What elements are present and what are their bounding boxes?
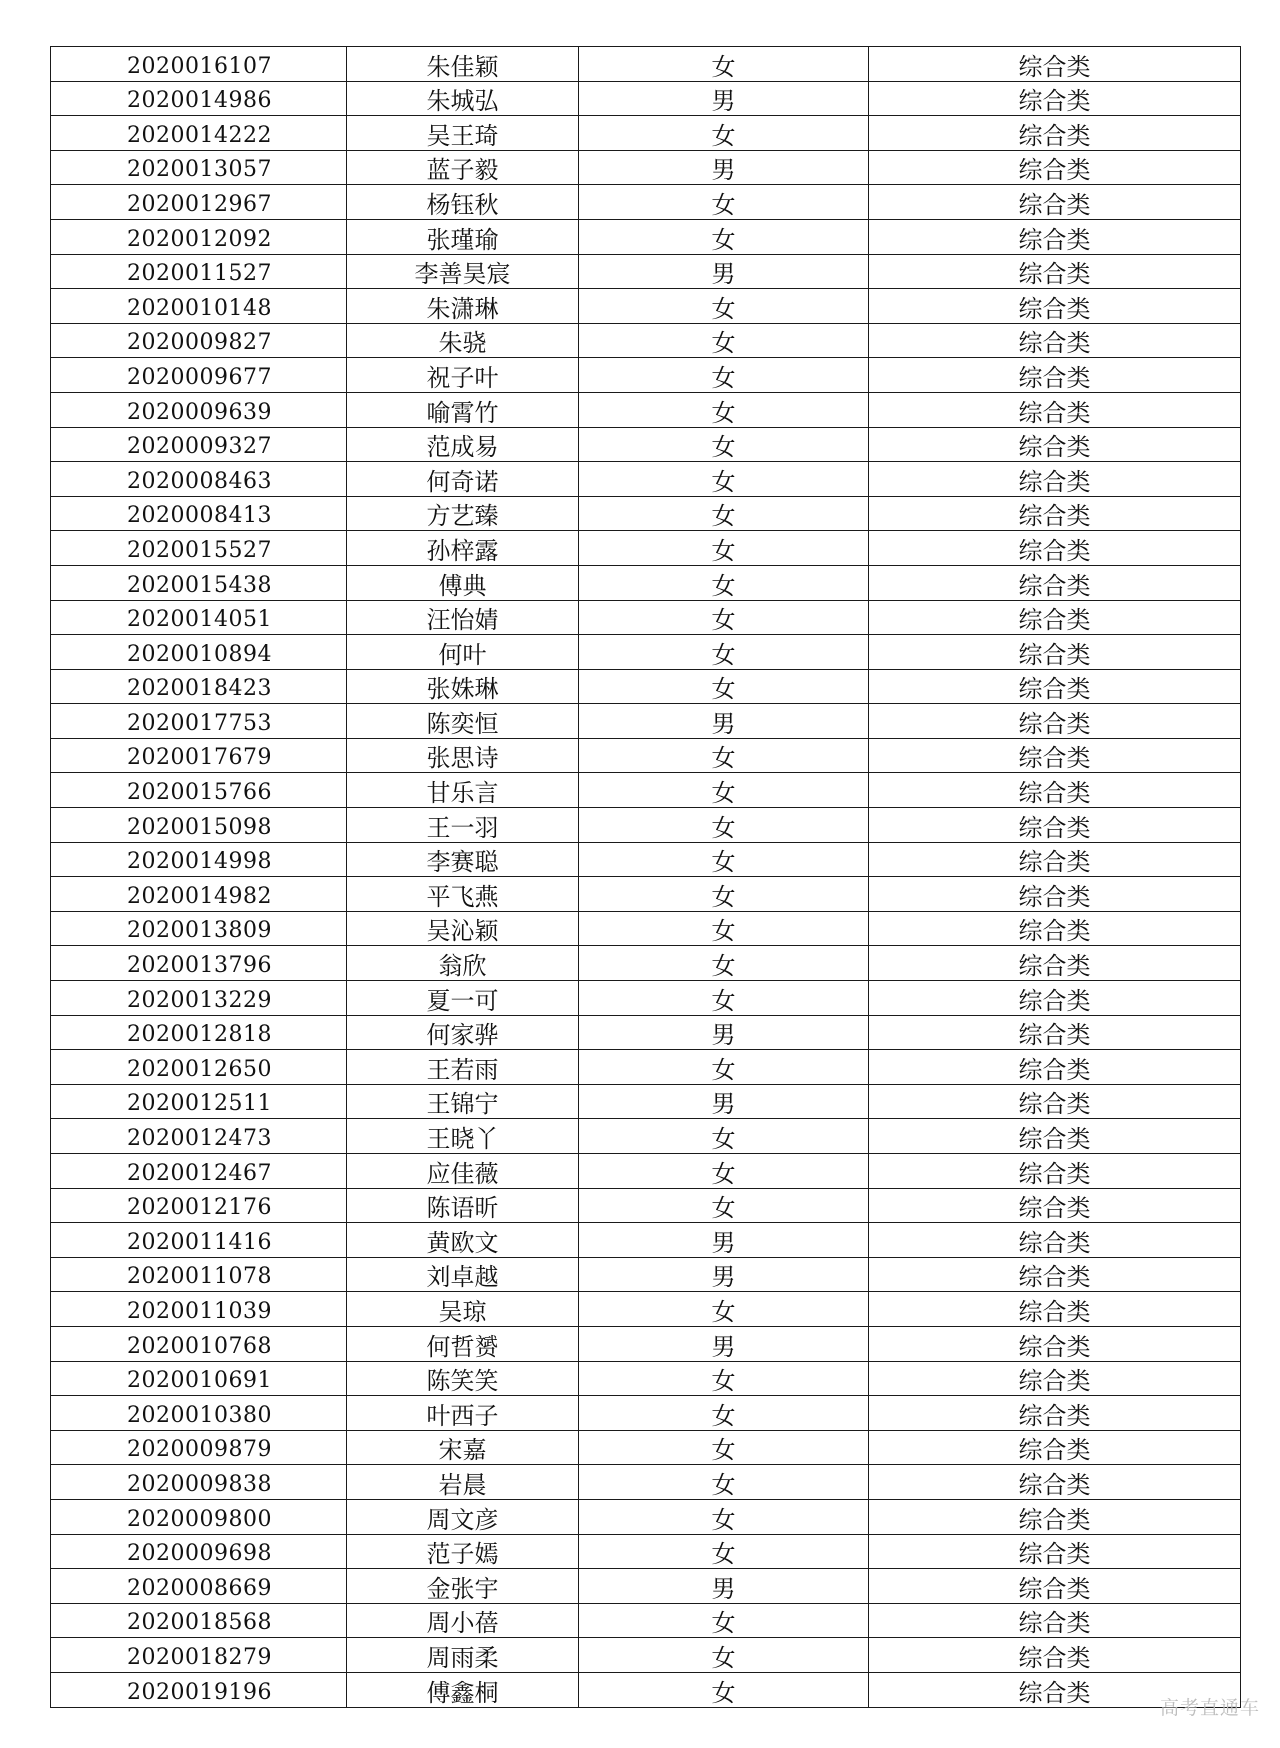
student-id-cell: 2020015438 [51,565,347,600]
table-row [51,531,1241,566]
gender-cell: 女 [579,47,869,82]
student-list-body [51,47,1241,1708]
table-row [51,1119,1241,1154]
student-id-cell: 2020013229 [51,981,347,1016]
table-row [51,1430,1241,1465]
student-id-cell: 2020010380 [51,1396,347,1431]
table-row [51,1050,1241,1085]
gender-cell: 女 [579,946,869,981]
gender-cell: 女 [579,669,869,704]
student-name-cell: 吴琼 [347,1292,579,1327]
student-id-cell: 2020015098 [51,808,347,843]
student-name-cell: 杨钰秋 [347,185,579,220]
student-id-cell: 2020014051 [51,600,347,635]
table-row [51,1292,1241,1327]
category-cell: 综合类 [869,1430,1241,1465]
table-row [51,773,1241,808]
gender-cell: 女 [579,842,869,877]
student-id-cell: 2020014982 [51,877,347,912]
category-cell: 综合类 [869,1672,1241,1707]
student-name-cell: 陈笑笑 [347,1361,579,1396]
table-row [51,427,1241,462]
category-cell: 综合类 [869,1603,1241,1638]
student-id-cell: 2020012650 [51,1050,347,1085]
category-cell: 综合类 [869,496,1241,531]
student-name-cell: 王若雨 [347,1050,579,1085]
table-row [51,1465,1241,1500]
category-cell: 综合类 [869,1154,1241,1189]
category-cell: 综合类 [869,1499,1241,1534]
student-name-cell: 吴沁颖 [347,911,579,946]
student-name-cell: 方艺臻 [347,496,579,531]
student-id-cell: 2020019196 [51,1672,347,1707]
category-cell: 综合类 [869,219,1241,254]
student-id-cell: 2020013809 [51,911,347,946]
student-name-cell: 叶西子 [347,1396,579,1431]
gender-cell: 女 [579,462,869,497]
gender-cell: 女 [579,600,869,635]
student-id-cell: 2020013796 [51,946,347,981]
gender-cell: 女 [579,1638,869,1673]
student-name-cell: 吴王琦 [347,116,579,151]
table-row [51,911,1241,946]
gender-cell: 女 [579,773,869,808]
student-name-cell: 朱潇琳 [347,289,579,324]
category-cell: 综合类 [869,704,1241,739]
category-cell: 综合类 [869,842,1241,877]
table-row [51,1015,1241,1050]
student-name-cell: 金张宇 [347,1569,579,1604]
student-name-cell: 甘乐言 [347,773,579,808]
student-name-cell: 何家骅 [347,1015,579,1050]
table-row [51,392,1241,427]
category-cell: 综合类 [869,1396,1241,1431]
gender-cell: 女 [579,1188,869,1223]
gender-cell: 女 [579,531,869,566]
gender-cell: 女 [579,738,869,773]
gender-cell: 女 [579,565,869,600]
student-id-cell: 2020010894 [51,635,347,670]
table-row [51,808,1241,843]
gender-cell: 女 [579,635,869,670]
gender-cell: 女 [579,1119,869,1154]
student-id-cell: 2020009879 [51,1430,347,1465]
table-row [51,669,1241,704]
table-row [51,981,1241,1016]
student-name-cell: 刘卓越 [347,1257,579,1292]
student-name-cell: 应佳薇 [347,1154,579,1189]
student-name-cell: 朱城弘 [347,81,579,116]
table-row [51,462,1241,497]
table-row [51,289,1241,324]
gender-cell: 男 [579,254,869,289]
student-id-cell: 2020012967 [51,185,347,220]
category-cell: 综合类 [869,1084,1241,1119]
category-cell: 综合类 [869,254,1241,289]
category-cell: 综合类 [869,877,1241,912]
student-name-cell: 范成易 [347,427,579,462]
student-id-cell: 2020013057 [51,150,347,185]
student-name-cell: 李赛聪 [347,842,579,877]
gender-cell: 女 [579,392,869,427]
student-id-cell: 2020009800 [51,1499,347,1534]
student-id-cell: 2020009838 [51,1465,347,1500]
table-row [51,47,1241,82]
category-cell: 综合类 [869,81,1241,116]
student-id-cell: 2020012176 [51,1188,347,1223]
gender-cell: 女 [579,1361,869,1396]
gender-cell: 女 [579,289,869,324]
category-cell: 综合类 [869,323,1241,358]
student-name-cell: 宋嘉 [347,1430,579,1465]
category-cell: 综合类 [869,1638,1241,1673]
gender-cell: 女 [579,911,869,946]
student-name-cell: 李善昊宸 [347,254,579,289]
table-row [51,1223,1241,1258]
gender-cell: 女 [579,219,869,254]
table-row [51,1534,1241,1569]
gender-cell: 女 [579,981,869,1016]
student-id-cell: 2020018279 [51,1638,347,1673]
gender-cell: 男 [579,1015,869,1050]
student-id-cell: 2020011039 [51,1292,347,1327]
student-name-cell: 喻霄竹 [347,392,579,427]
category-cell: 综合类 [869,1534,1241,1569]
student-id-cell: 2020017753 [51,704,347,739]
student-name-cell: 朱骁 [347,323,579,358]
student-name-cell: 王锦宁 [347,1084,579,1119]
gender-cell: 男 [579,1257,869,1292]
student-id-cell: 2020014986 [51,81,347,116]
student-id-cell: 2020015766 [51,773,347,808]
student-name-cell: 蓝子毅 [347,150,579,185]
table-row [51,323,1241,358]
category-cell: 综合类 [869,1361,1241,1396]
gender-cell: 女 [579,427,869,462]
student-id-cell: 2020010768 [51,1326,347,1361]
student-name-cell: 王一羽 [347,808,579,843]
category-cell: 综合类 [869,946,1241,981]
table-row [51,704,1241,739]
category-cell: 综合类 [869,1326,1241,1361]
student-name-cell: 傅典 [347,565,579,600]
student-id-cell: 2020011527 [51,254,347,289]
table-row [51,116,1241,151]
category-cell: 综合类 [869,773,1241,808]
student-id-cell: 2020014222 [51,116,347,151]
category-cell: 综合类 [869,669,1241,704]
student-id-cell: 2020009677 [51,358,347,393]
student-id-cell: 2020008463 [51,462,347,497]
student-name-cell: 张瑾瑜 [347,219,579,254]
category-cell: 综合类 [869,1465,1241,1500]
student-id-cell: 2020011416 [51,1223,347,1258]
category-cell: 综合类 [869,392,1241,427]
watermark-text: 高考直通车 [1159,1697,1260,1719]
gender-cell: 男 [579,704,869,739]
gender-cell: 女 [579,1499,869,1534]
table-row [51,1188,1241,1223]
category-cell: 综合类 [869,911,1241,946]
category-cell: 综合类 [869,1188,1241,1223]
student-id-cell: 2020009827 [51,323,347,358]
student-name-cell: 周文彦 [347,1499,579,1534]
table-row [51,358,1241,393]
student-id-cell: 2020009639 [51,392,347,427]
category-cell: 综合类 [869,565,1241,600]
student-id-cell: 2020014998 [51,842,347,877]
table-row [51,81,1241,116]
category-cell: 综合类 [869,808,1241,843]
table-row [51,600,1241,635]
student-name-cell: 王晓丫 [347,1119,579,1154]
gender-cell: 女 [579,1396,869,1431]
student-name-cell: 翁欣 [347,946,579,981]
student-id-cell: 2020012473 [51,1119,347,1154]
gender-cell: 女 [579,185,869,220]
student-id-cell: 2020008669 [51,1569,347,1604]
student-id-cell: 2020010148 [51,289,347,324]
student-name-cell: 何奇诺 [347,462,579,497]
student-name-cell: 祝子叶 [347,358,579,393]
student-id-cell: 2020010691 [51,1361,347,1396]
student-id-cell: 2020012511 [51,1084,347,1119]
category-cell: 综合类 [869,1015,1241,1050]
category-cell: 综合类 [869,289,1241,324]
student-id-cell: 2020012467 [51,1154,347,1189]
gender-cell: 女 [579,1430,869,1465]
student-name-cell: 周雨柔 [347,1638,579,1673]
student-name-cell: 傅鑫桐 [347,1672,579,1707]
student-id-cell: 2020012818 [51,1015,347,1050]
table-row [51,1672,1241,1707]
category-cell: 综合类 [869,358,1241,393]
gender-cell: 女 [579,1672,869,1707]
table-row [51,1569,1241,1604]
table-row [51,565,1241,600]
table-row [51,1257,1241,1292]
table-row [51,842,1241,877]
student-name-cell: 陈语昕 [347,1188,579,1223]
student-name-cell: 张思诗 [347,738,579,773]
student-name-cell: 朱佳颖 [347,47,579,82]
table-row [51,877,1241,912]
category-cell: 综合类 [869,1119,1241,1154]
category-cell: 综合类 [869,635,1241,670]
table-row [51,1326,1241,1361]
student-id-cell: 2020012092 [51,219,347,254]
gender-cell: 女 [579,323,869,358]
student-id-cell: 2020018568 [51,1603,347,1638]
student-name-cell: 陈奕恒 [347,704,579,739]
table-row [51,185,1241,220]
category-cell: 综合类 [869,1569,1241,1604]
gender-cell: 男 [579,1084,869,1119]
table-row [51,1638,1241,1673]
gender-cell: 女 [579,496,869,531]
table-row [51,1499,1241,1534]
student-id-cell: 2020009327 [51,427,347,462]
table-row [51,738,1241,773]
table-row [51,496,1241,531]
student-id-cell: 2020008413 [51,496,347,531]
gender-cell: 男 [579,1326,869,1361]
student-id-cell: 2020009698 [51,1534,347,1569]
gender-cell: 女 [579,877,869,912]
category-cell: 综合类 [869,1292,1241,1327]
table-row [51,946,1241,981]
student-name-cell: 范子嫣 [347,1534,579,1569]
student-id-cell: 2020011078 [51,1257,347,1292]
student-id-cell: 2020017679 [51,738,347,773]
category-cell: 综合类 [869,116,1241,151]
student-name-cell: 黄欧文 [347,1223,579,1258]
gender-cell: 女 [579,358,869,393]
student-id-cell: 2020016107 [51,47,347,82]
student-name-cell: 平飞燕 [347,877,579,912]
gender-cell: 女 [579,1154,869,1189]
table-row [51,1084,1241,1119]
student-id-cell: 2020018423 [51,669,347,704]
student-name-cell: 何哲赟 [347,1326,579,1361]
table-row [51,635,1241,670]
category-cell: 综合类 [869,981,1241,1016]
student-name-cell: 夏一可 [347,981,579,1016]
gender-cell: 女 [579,1050,869,1085]
table-row [51,1154,1241,1189]
category-cell: 综合类 [869,600,1241,635]
gender-cell: 女 [579,1534,869,1569]
student-id-cell: 2020015527 [51,531,347,566]
category-cell: 综合类 [869,427,1241,462]
student-name-cell: 张姝琳 [347,669,579,704]
gender-cell: 男 [579,1569,869,1604]
gender-cell: 女 [579,1465,869,1500]
student-name-cell: 岩晨 [347,1465,579,1500]
category-cell: 综合类 [869,1223,1241,1258]
student-list-table [50,46,1241,1708]
category-cell: 综合类 [869,150,1241,185]
category-cell: 综合类 [869,185,1241,220]
category-cell: 综合类 [869,1257,1241,1292]
gender-cell: 女 [579,116,869,151]
category-cell: 综合类 [869,47,1241,82]
table-row [51,219,1241,254]
gender-cell: 女 [579,1603,869,1638]
category-cell: 综合类 [869,1050,1241,1085]
category-cell: 综合类 [869,531,1241,566]
table-row [51,150,1241,185]
student-name-cell: 孙梓露 [347,531,579,566]
category-cell: 综合类 [869,462,1241,497]
gender-cell: 女 [579,1292,869,1327]
gender-cell: 女 [579,808,869,843]
gender-cell: 男 [579,150,869,185]
table-row [51,1603,1241,1638]
gender-cell: 男 [579,81,869,116]
student-name-cell: 周小蓓 [347,1603,579,1638]
category-cell: 综合类 [869,738,1241,773]
table-row [51,1396,1241,1431]
student-name-cell: 汪怡婧 [347,600,579,635]
student-name-cell: 何叶 [347,635,579,670]
table-row [51,1361,1241,1396]
gender-cell: 男 [579,1223,869,1258]
table-row [51,254,1241,289]
